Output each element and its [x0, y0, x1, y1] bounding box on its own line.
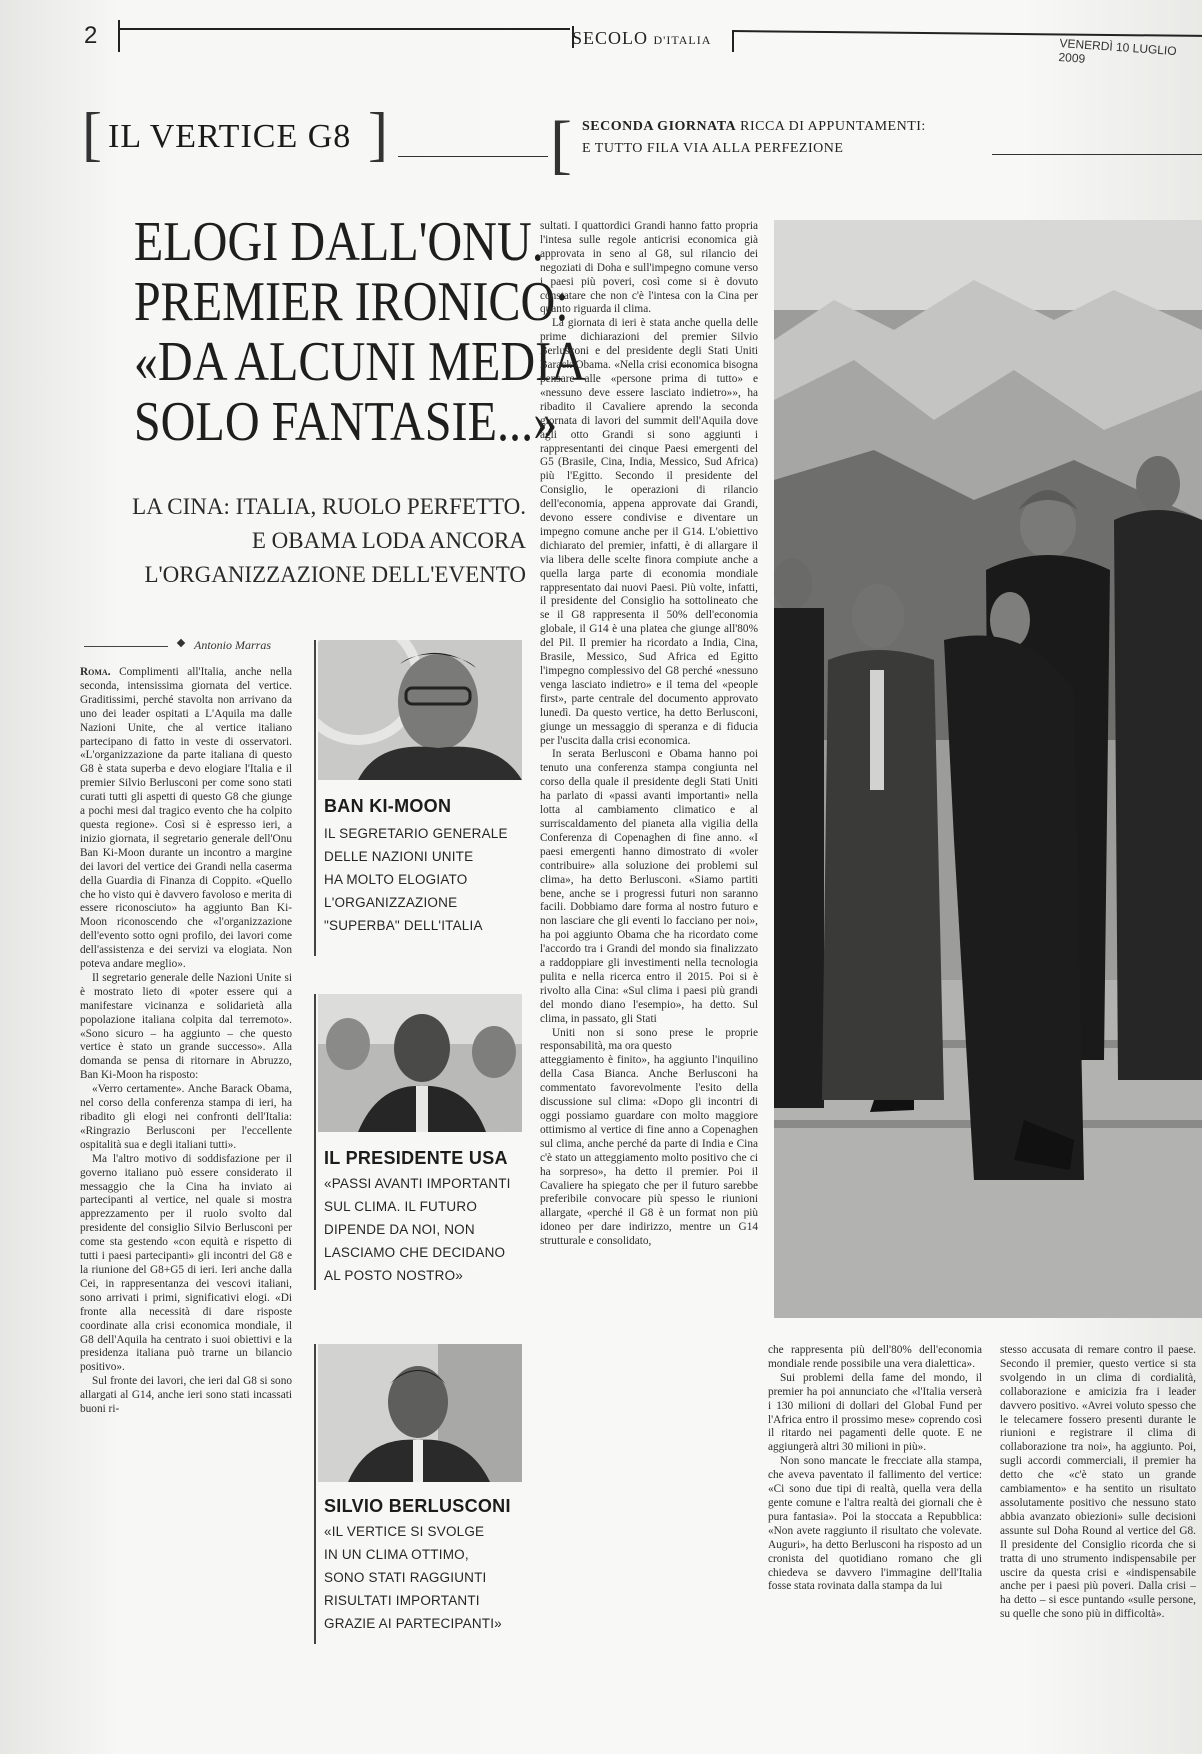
box1-caption-line-4: L'ORGANIZZAZIONE	[324, 895, 458, 910]
box3-caption-line-5: GRAZIE AI PARTECIPANTI»	[324, 1616, 502, 1631]
box2-caption-line-5: AL POSTO NOSTRO»	[324, 1268, 463, 1283]
box2-caption-line-1: «PASSI AVANTI IMPORTANTI	[324, 1176, 511, 1191]
masthead-suffix: D'ITALIA	[653, 33, 712, 47]
issue-date: VENERDÌ 10 LUGLIO 2009	[1058, 36, 1178, 66]
page-number: 2	[84, 22, 98, 49]
byline-diamond-icon	[177, 639, 185, 647]
bracket-right: ]	[368, 101, 388, 167]
box3-caption-line-3: SONO STATI RAGGIUNTI	[324, 1570, 487, 1585]
box3-name: SILVIO BERLUSCONI	[324, 1496, 511, 1516]
sidebar-rule-1	[314, 640, 316, 956]
kicker-bracket: [	[550, 108, 572, 181]
byline: Antonio Marras	[194, 638, 272, 652]
subhead-line-1: LA CINA: ITALIA, RUOLO PERFETTO.	[132, 494, 526, 519]
headline	[133, 211, 586, 453]
sidebar-rule-2	[314, 994, 316, 1290]
article-column-2	[540, 220, 758, 1748]
masthead	[572, 28, 711, 49]
article-column-4	[1000, 1344, 1196, 1748]
section-kicker	[582, 116, 926, 160]
byline-rule	[84, 646, 168, 647]
col1-paragraph-5: Sul fronte dei lavori, che ieri dal G8 si sono allargati al G14, anche ieri sono stati incassati buoni ri-	[80, 1375, 292, 1416]
sidebar-rule-3	[314, 1344, 316, 1644]
dateline: Roma.	[80, 666, 111, 678]
col4-paragraph-1: stesso accusata di remare contro il paese. Secondo il premier, questo vertice si sta svolgendo in un clima di cordialità, collaborazione e amicizia fra i leader davvero positivo. «Avrei voluto spesso che le telecamere fossero presenti durante le riunioni e registrare il clima di collaborazione tra noi», ha aggiunto. Poi, sugli accordi commerciali, il premier ha detto che «c'è stato un grande cambiamento» e ha sentito un risultato assolutamente positivo che nessuno stato abbia avanzato obiezioni» sulle decisioni assunte sul Doha Round al vertice del G8. Il presidente del Consiglio ricorda che si tratta di uno strumento indispensabile per uscire da questa crisi e «indispensabile anche per i paesi più poveri. Dalla crisi – ha detto – si esce puntando «sulle persone, su quelle che sono più in difficoltà».	[1000, 1344, 1196, 1621]
box2-caption-line-2: SUL CLIMA. IL FUTURO	[324, 1199, 478, 1214]
berlusconi-portrait-icon	[318, 1344, 522, 1482]
col2-paragraph-1: sultati. I quattordici Grandi hanno fatto propria l'intesa sulle regole anticrisi economica già approvata in seno al G8, sul rilancio dei negoziati di Doha e sull'impegno comune verso i paesi più poveri, così come si è dovuto constatare che non c'è l'intesa con la Cina per quanto riguarda il clima.	[540, 220, 758, 316]
box1-caption-line-5: "SUPERBA" DELL'ITALIA	[324, 918, 483, 933]
summit-leaders-photo-icon	[774, 220, 1202, 1318]
col2-paragraph-5: atteggiamento è finito», ha aggiunto l'inquilino della Casa Bianca. Anche Berlusconi ha commentato favorevolmente l'esito della discussione sul clima: «Dopo gli incontri di oggi possiamo guardare con molto maggiore ottimismo al vertice di fine anno a Copenaghen sul clima, anche perché da parte di India e Cina c'è stato un atteggiamento molto positivo che ci ha sorpreso», ha detto il premier. Poi il Cavaliere ha spiegato che per il futuro sarebbe preferibile convocare più spesso le riunioni allargate, «perché il G8 è un format non più idoneo per dare indirizzo, mentre un G14 strutturale e consolidato,	[540, 1054, 758, 1248]
col3-paragraph-2: Sui problemi della fame del mondo, il premier ha poi annunciato che «l'Italia verserà i 130 milioni di dollari del Global Fund per l'Africa entro il prossimo mese» coprendo così il ritardo nei pagamenti delle quote. E ne aggiungerà altri 30 milioni in più».	[768, 1371, 982, 1454]
headline-line-3: «DA ALCUNI MEDIA	[133, 331, 586, 393]
section-rule	[398, 156, 548, 157]
article-column-1	[80, 666, 292, 1748]
subhead-line-2: E OBAMA LODA ANCORA	[251, 528, 526, 553]
col2-paragraph-2: La giornata di ieri è stata anche quella delle prime dichiarazioni del premier Silvio Berlusconi e del presidente degli Stati Uniti Barack Obama. «Nella crisi economica bisogna pensare alle «persone prima di tutto» e «nessuno deve essere lasciato indietro»», ha ribadito il Cavaliere aprendo la seconda giornata di lavori del summit dell'Aquila dove agli otto Grandi si sono aggiunti i rappresentanti dei cinque Paesi emergenti del G5 (Brasile, Cina, India, Messico, Sud Africa) più l'Egitto. Secondo il presidente del Consiglio, le operazioni di rilancio dell'economia, appena approvate dai Grandi, devono essere condivise e diventare un impegno comune anche per il G14. L'obiettivo dichiarato del premier, infatti, è di allargare il via libera delle scelte finora compiute anche a quella larga parte di economia mondiale rappresentato dai nuovi Paesi. Più volte, infatti, il presidente del Consiglio ha sottolineato che se il G8 rappresenta il 50% dell'economia globale, il G14 è una platea che giunge all'80% del Pil. Il premier ha ricordato a India, Cina, Brasile, Messico, Sud Africa ed Egitto l'impegno complessivo del G8 perché «nessuno venga lasciato indietro» e il tema del «people first», parte centrale del documento approvato lunedì. Da questo vertice, ha detto Berlusconi, giunge un messaggio di speranza e di fiducia per l'uscita dalla crisi economica.	[540, 317, 758, 747]
headline-line-4: SOLO FANTASIE...»	[133, 391, 558, 453]
col2-paragraph-3: In serata Berlusconi e Obama hanno poi tenuto una conferenza stampa congiunta nel corso della quale il presidente degli Stati Uniti ha parlato di «passi avanti importanti» nella lotta al cambiamento climatico e al surriscaldamento del pianeta alla vigilia della Conferenza di Copenaghen di fine anno. «I paesi emergenti hanno dimostrato di «voler contribuire» alla soluzione dei problemi sul clima», ha detto Berlusconi. «Siamo partiti bene, anche se i progressi futuri non saranno facili. Dobbiamo dare forma al nostro futuro e non lasciare che gli eventi lo facciano per noi», ha poi aggiunto Obama che ha ricordato come l'accordo tra i Grandi del mondo sia finalizzato a raddoppiare gli investimenti nella tecnologia pulita e nella ricerca entro il 2015. Poi si è rivolto alla Cina: «Sul clima i paesi più grandi del mondo diano l'esempio», ha detto. Sul clima, in passato, gli Stati	[540, 748, 758, 1025]
summit-group-photo	[774, 220, 1202, 1318]
kicker-rule	[992, 154, 1202, 155]
col1-paragraph-1: Complimenti all'Italia, anche nella seconda, intensissima giornata del vertice. Graditissimi, perché stavolta non arrivano da uno dei leader ospitati a L'Aquila ma dalle Nazioni Unite, che al vertice italiano partecipano di fatto in veste di osservatori. «L'organizzazione da parte italiana di questo G8 è stata superba e devo elogiare l'Italia e il premier Silvio Berlusconi per come sono stati curati tutti gli aspetti di questo G8 che giunge a pochi mesi dal tragico evento che ha colpito questa regione». Così si è espresso ieri, a inizio giornata, il segretario generale dell'Onu Ban Ki-Moon durante un incontro a margine dei lavori del vertice dei Grandi nella caserma della Guardia di Finanza di Coppito. «Quello che ho visto qui è davvero favoloso e merita di essere riconosciuto» ha aggiunto Ban Ki-Moon riconoscendo che «l'organizzazione dell'evento sotto ogni profilo, dei lavori come dell'assistenza e dei servizi va elogiata. Non poteva andare meglio».	[80, 666, 292, 971]
headline-line-2: PREMIER IRONICO:	[133, 271, 569, 333]
box1-caption-line-2: DELLE NAZIONI UNITE	[324, 849, 474, 864]
section-label: IL VERTICE G8	[108, 118, 352, 155]
kicker-line-2: E TUTTO FILA VIA ALLA PERFEZIONE	[582, 141, 844, 156]
berlusconi-photo	[318, 1344, 522, 1482]
kicker-rest: RICCA DI APPUNTAMENTI:	[736, 119, 926, 134]
subheadline	[70, 490, 526, 592]
box2-name: IL PRESIDENTE USA	[324, 1148, 508, 1168]
box2-caption-line-4: LASCIAMO CHE DECIDANO	[324, 1245, 506, 1260]
box3-caption-line-1: «IL VERTICE SI SVOLGE	[324, 1524, 485, 1539]
obama-portrait-icon	[318, 994, 522, 1132]
top-rule-right	[732, 30, 1202, 37]
col1-paragraph-4: Ma l'altro motivo di soddisfazione per il governo italiano può essere considerato il messaggio che la Cina ha inviato ai partecipanti al vertice, nel quale si mostra apprezzamento per il ruolo svolto dal presidente del consiglio Silvio Berlusconi per come sta gestendo «con equità e rispetto di tutti i paesi partecipanti» gli incontri del G8 e la riunione del G8+G5 di ieri. Ieri anche dalla Cei, in rappresentanza dei vescovi italiani, sono arrivati i primi, significativi elogi. «Di fronte alla necessità di dare risposte coordinate alla crisi economica mondiale, il G8 dell'Aquila ha centrato i suoi obiettivi e la presidenza italiana può trarne un bilancio positivo».	[80, 1152, 292, 1374]
ban-ki-moon-portrait-icon	[318, 640, 522, 780]
top-rule-left	[118, 28, 570, 30]
masthead-divider-right	[732, 30, 734, 52]
kicker-bold: SECONDA GIORNATA	[582, 119, 737, 134]
box1-caption-line-3: HA MOLTO ELOGIATO	[324, 872, 468, 887]
col1-paragraph-3: «Verro certamente». Anche Barack Obama, nel corso della conferenza stampa di ieri, ha ribadito gli elogi nei confronti dell'Italia: «Ringrazio Berlusconi per l'eccellente ospitalità sua e degli italiani tutti».	[80, 1083, 292, 1151]
box3-caption-line-2: IN UN CLIMA OTTIMO,	[324, 1547, 469, 1562]
headline-line-1: ELOGI DALL'ONU.	[133, 211, 544, 273]
obama-photo	[318, 994, 522, 1132]
box2-caption-line-3: DIPENDE DA NOI, NON	[324, 1222, 475, 1237]
box3-caption-line-4: RISULTATI IMPORTANTI	[324, 1593, 480, 1608]
box1-name: BAN KI-MOON	[324, 796, 452, 816]
box1-caption-line-1: IL SEGRETARIO GENERALE	[324, 826, 508, 841]
box2-caption	[324, 1172, 511, 1287]
col3-paragraph-3: Non sono mancate le frecciate alla stampa, che aveva paventato il fallimento del vertice: «Ci sono due tipi di realtà, quella vera della gente comune e l'altra realtà dei giornali che è pura fantasia». Poi la stoccata a Repubblica: «Non avete raggiunto il risultato che volevate. Auguri», ha detto Berlusconi ha risposto ad un cronista del quotidiano romano che gli chiedeva se davvero l'immagine dell'Italia fosse stata rovinata dalla stampa da lui	[768, 1455, 982, 1593]
article-column-3	[768, 1344, 982, 1748]
col1-paragraph-2: Il segretario generale delle Nazioni Unite si è mostrato lieto di «poter essere qui a manifestare vicinanza e solidarietà alla popolazione italiana colpita dal terremoto». «Sono sicuro – ha aggiunto – che questo vertice è stato un grande successo». Alla domanda se pensa di ritornare in Abruzzo, Ban Ki-Moon ha risposto:	[80, 971, 292, 1082]
masthead-title: SECOLO	[572, 28, 649, 48]
ban-ki-moon-photo	[318, 640, 522, 780]
box3-caption	[324, 1520, 502, 1635]
subhead-line-3: L'ORGANIZZAZIONE DELL'EVENTO	[144, 562, 526, 587]
box1-caption	[324, 822, 508, 937]
bracket-left: [	[82, 101, 102, 167]
col2-paragraph-4: Uniti non si sono prese le proprie responsabilità, ma ora questo	[540, 1026, 758, 1053]
col3-paragraph-1: che rappresenta più dell'80% dell'economia mondiale rende possibile una vera dialettica».	[768, 1344, 982, 1370]
